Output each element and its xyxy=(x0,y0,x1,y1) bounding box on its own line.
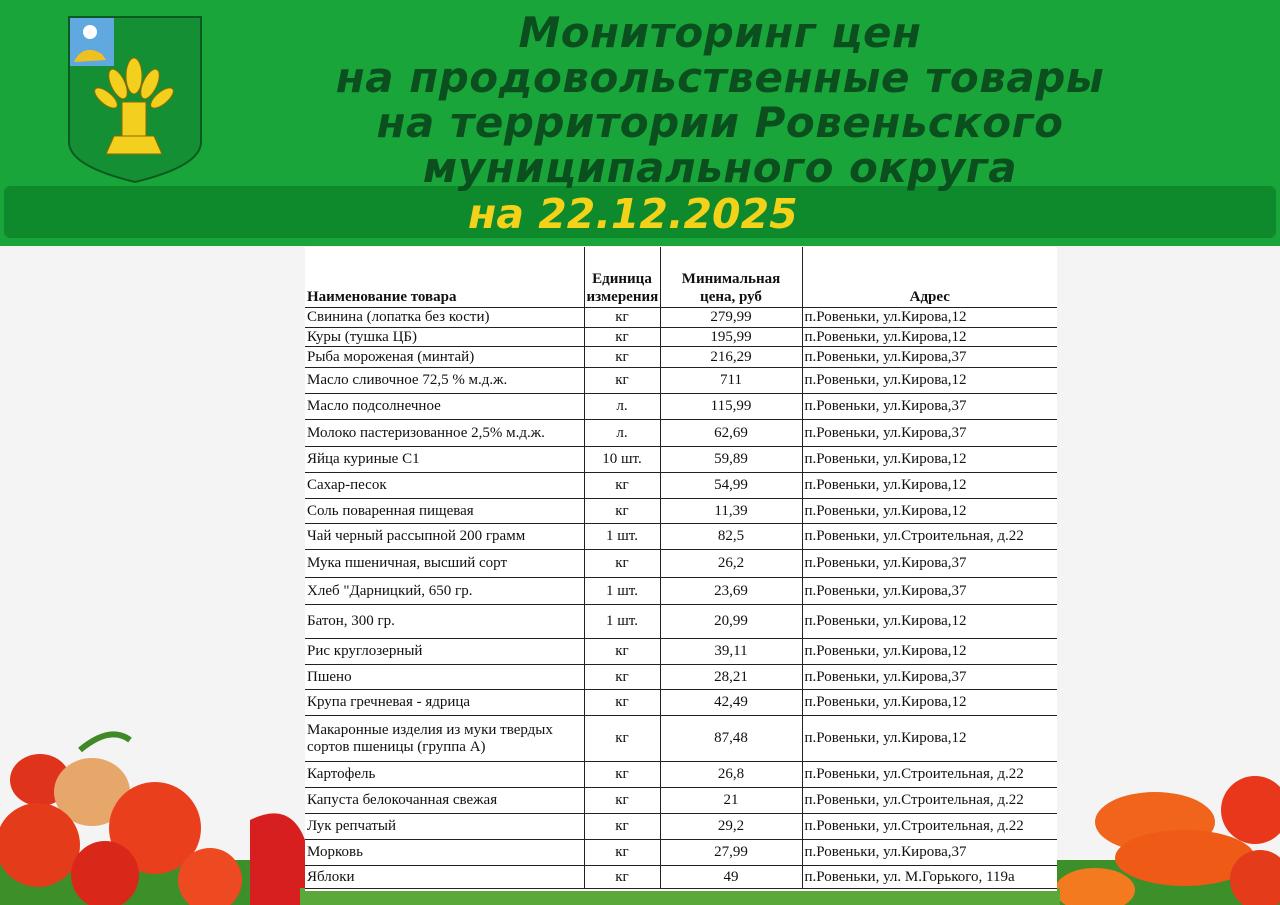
cell-name: Хлеб "Дарницкий, 650 гр. xyxy=(305,578,584,605)
table-row xyxy=(305,447,1057,473)
cell-address: п.Ровеньки, ул.Кирова,12 xyxy=(802,605,1057,639)
cell-unit: кг xyxy=(584,639,660,665)
cell-address: п.Ровеньки, ул.Кирова,37 xyxy=(802,347,1057,368)
cell-address: п.Ровеньки, ул.Кирова,37 xyxy=(802,550,1057,578)
cell-unit: 1 шт. xyxy=(584,605,660,639)
cell-address: п.Ровеньки, ул.Кирова,37 xyxy=(802,394,1057,420)
cell-price: 20,99 xyxy=(660,605,802,639)
table-row xyxy=(305,762,1057,788)
cell-name: Чай черный рассыпной 200 грамм xyxy=(305,524,584,550)
table-row xyxy=(305,524,1057,550)
col-header-price: Минимальная цена, руб xyxy=(660,247,802,308)
cell-address: п.Ровеньки, ул.Кирова,37 xyxy=(802,420,1057,447)
cell-address: п.Ровеньки, ул.Кирова,12 xyxy=(802,499,1057,524)
table-row xyxy=(305,394,1057,420)
cell-name: Батон, 300 гр. xyxy=(305,605,584,639)
table-row xyxy=(305,866,1057,889)
cell-unit: кг xyxy=(584,499,660,524)
table-row xyxy=(305,690,1057,716)
cell-address: п.Ровеньки, ул.Кирова,37 xyxy=(802,840,1057,866)
price-table xyxy=(305,247,1057,889)
cell-address: п.Ровеньки, ул.Кирова,37 xyxy=(802,578,1057,605)
cell-price: 27,99 xyxy=(660,840,802,866)
cell-unit: кг xyxy=(584,762,660,788)
cell-price: 62,69 xyxy=(660,420,802,447)
price-table-container xyxy=(305,247,1057,891)
cell-unit: л. xyxy=(584,420,660,447)
table-row xyxy=(305,550,1057,578)
table-row xyxy=(305,840,1057,866)
cell-unit: кг xyxy=(584,690,660,716)
cell-unit: кг xyxy=(584,347,660,368)
cell-price: 279,99 xyxy=(660,308,802,328)
report-date: на 22.12.2025 xyxy=(468,190,798,238)
cell-name: Лук репчатый xyxy=(305,814,584,840)
cell-address: п.Ровеньки, ул.Кирова,12 xyxy=(802,690,1057,716)
cell-unit: кг xyxy=(584,473,660,499)
table-row xyxy=(305,665,1057,690)
cell-price: 11,39 xyxy=(660,499,802,524)
col-header-unit: Единица измерения xyxy=(584,247,660,308)
cell-name: Яйца куриные С1 xyxy=(305,447,584,473)
cell-name: Яблоки xyxy=(305,866,584,889)
cell-name: Куры (тушка ЦБ) xyxy=(305,328,584,347)
cell-address: п.Ровеньки, ул.Кирова,12 xyxy=(802,328,1057,347)
table-row xyxy=(305,308,1057,328)
cell-address: п.Ровеньки, ул.Кирова,12 xyxy=(802,639,1057,665)
cell-name: Масло подсолнечное xyxy=(305,394,584,420)
table-row xyxy=(305,473,1057,499)
cell-name: Соль поваренная пищевая xyxy=(305,499,584,524)
table-row xyxy=(305,788,1057,814)
cell-name: Картофель xyxy=(305,762,584,788)
cell-unit: кг xyxy=(584,840,660,866)
cell-address: п.Ровеньки, ул.Строительная, д.22 xyxy=(802,524,1057,550)
cell-price: 28,21 xyxy=(660,665,802,690)
cell-unit: 10 шт. xyxy=(584,447,660,473)
cell-unit: кг xyxy=(584,368,660,394)
cell-name: Рис круглозерный xyxy=(305,639,584,665)
cell-name: Масло сливочное 72,5 % м.д.ж. xyxy=(305,368,584,394)
cell-unit: кг xyxy=(584,308,660,328)
cell-price: 26,2 xyxy=(660,550,802,578)
cell-price: 23,69 xyxy=(660,578,802,605)
cell-name: Сахар-песок xyxy=(305,473,584,499)
cell-unit: 1 шт. xyxy=(584,578,660,605)
cell-address: п.Ровеньки, ул.Кирова,12 xyxy=(802,308,1057,328)
cell-price: 42,49 xyxy=(660,690,802,716)
cell-address: п.Ровеньки, ул. М.Горького, 119а xyxy=(802,866,1057,889)
title-line: муниципального округа xyxy=(422,143,1018,192)
table-row xyxy=(305,328,1057,347)
title-line: Мониторинг цен xyxy=(518,8,922,57)
table-row xyxy=(305,499,1057,524)
cell-unit: кг xyxy=(584,866,660,889)
cell-unit: кг xyxy=(584,328,660,347)
table-row xyxy=(305,347,1057,368)
cell-name: Мука пшеничная, высший сорт xyxy=(305,550,584,578)
cell-unit: кг xyxy=(584,716,660,762)
page-title xyxy=(290,10,1150,190)
cell-address: п.Ровеньки, ул.Строительная, д.22 xyxy=(802,762,1057,788)
col-header-address: Адрес xyxy=(802,247,1057,308)
cell-price: 39,11 xyxy=(660,639,802,665)
cell-name: Пшено xyxy=(305,665,584,690)
cell-name: Свинина (лопатка без кости) xyxy=(305,308,584,328)
cell-name: Крупа гречневая - ядрица xyxy=(305,690,584,716)
col-header-name: Наименование товара xyxy=(305,247,584,308)
table-row xyxy=(305,639,1057,665)
coat-of-arms-icon xyxy=(66,14,204,186)
table-row xyxy=(305,814,1057,840)
cell-unit: кг xyxy=(584,814,660,840)
cell-unit: кг xyxy=(584,665,660,690)
vegetables-right-image xyxy=(1055,740,1280,905)
table-row xyxy=(305,420,1057,447)
table-row xyxy=(305,368,1057,394)
cell-unit: кг xyxy=(584,550,660,578)
cell-price: 711 xyxy=(660,368,802,394)
vegetables-left-image xyxy=(0,720,310,905)
cell-name: Капуста белокочанная свежая xyxy=(305,788,584,814)
cell-name: Морковь xyxy=(305,840,584,866)
cell-address: п.Ровеньки, ул.Строительная, д.22 xyxy=(802,814,1057,840)
cell-address: п.Ровеньки, ул.Кирова,37 xyxy=(802,665,1057,690)
cell-address: п.Ровеньки, ул.Кирова,12 xyxy=(802,716,1057,762)
cell-unit: кг xyxy=(584,788,660,814)
cell-address: п.Ровеньки, ул.Кирова,12 xyxy=(802,447,1057,473)
cell-price: 26,8 xyxy=(660,762,802,788)
cell-price: 54,99 xyxy=(660,473,802,499)
table-row xyxy=(305,605,1057,639)
cell-unit: л. xyxy=(584,394,660,420)
title-line: на территории Ровеньского xyxy=(376,98,1064,147)
table-header-row xyxy=(305,247,1057,308)
cell-price: 216,29 xyxy=(660,347,802,368)
cell-address: п.Ровеньки, ул.Строительная, д.22 xyxy=(802,788,1057,814)
title-line: на продовольственные товары xyxy=(335,53,1105,102)
cell-price: 115,99 xyxy=(660,394,802,420)
cell-price: 87,48 xyxy=(660,716,802,762)
cell-price: 29,2 xyxy=(660,814,802,840)
table-row xyxy=(305,578,1057,605)
cell-name: Рыба мороженая (минтай) xyxy=(305,347,584,368)
cell-name: Макаронные изделия из муки твердых сортов пшеницы (группа А) xyxy=(305,716,584,762)
cell-price: 21 xyxy=(660,788,802,814)
cell-address: п.Ровеньки, ул.Кирова,12 xyxy=(802,473,1057,499)
cell-price: 49 xyxy=(660,866,802,889)
cell-name: Молоко пастеризованное 2,5% м.д.ж. xyxy=(305,420,584,447)
cell-price: 195,99 xyxy=(660,328,802,347)
cell-address: п.Ровеньки, ул.Кирова,12 xyxy=(802,368,1057,394)
cell-price: 82,5 xyxy=(660,524,802,550)
table-row xyxy=(305,716,1057,762)
cell-unit: 1 шт. xyxy=(584,524,660,550)
table-body xyxy=(305,308,1057,889)
cell-price: 59,89 xyxy=(660,447,802,473)
